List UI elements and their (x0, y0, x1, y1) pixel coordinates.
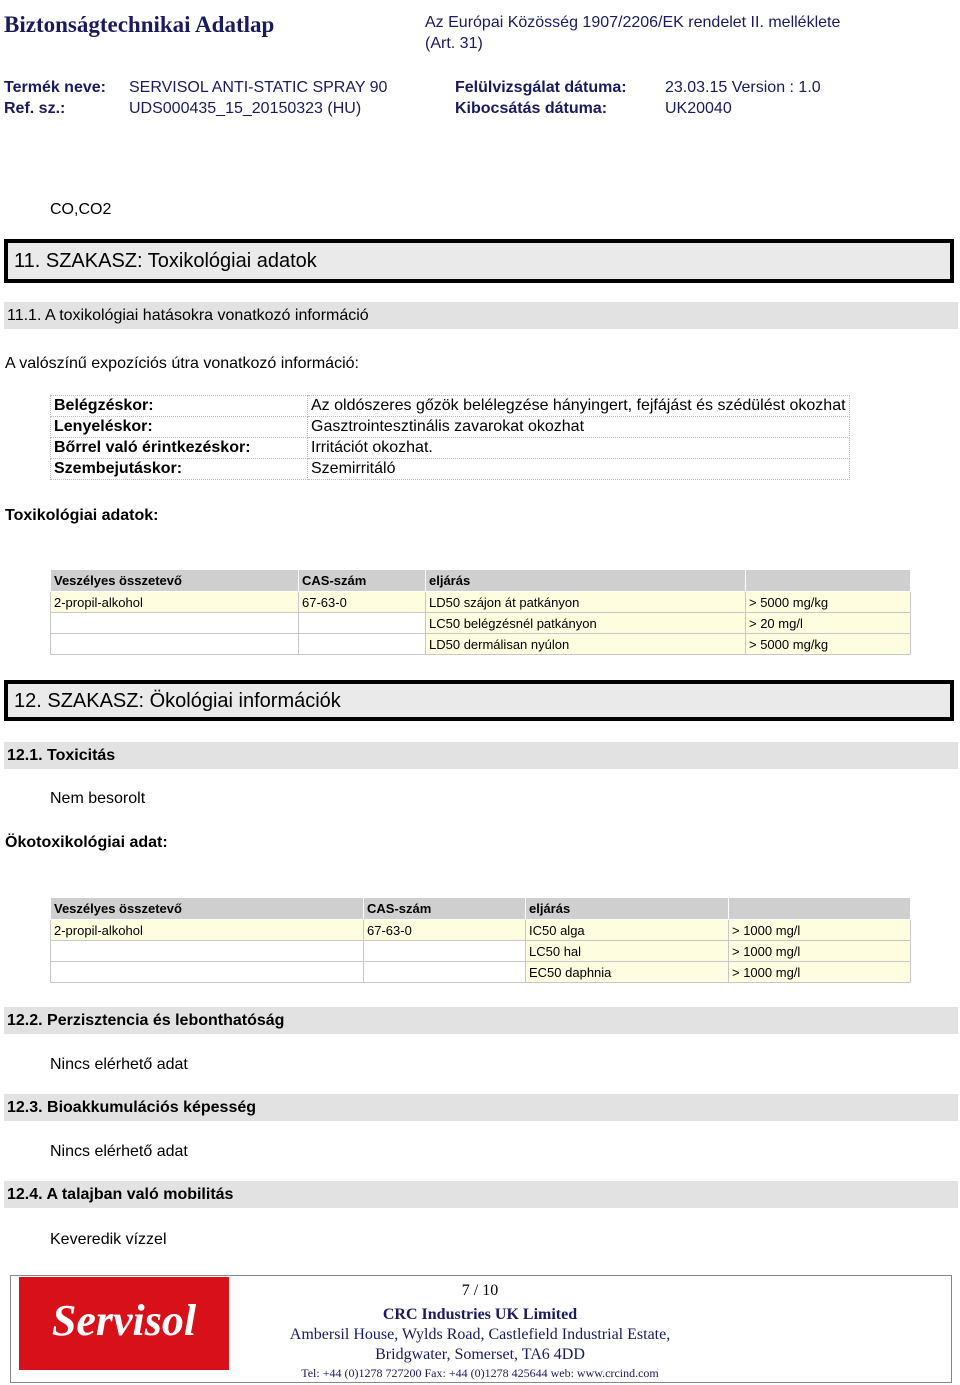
table-cell: 67-63-0 (299, 592, 426, 613)
exposure-value: Gasztrointesztinális zavarokat okozhat (308, 417, 850, 438)
section-12-4-heading: 12.4. A talajban való mobilitás (4, 1181, 958, 1208)
company-name: CRC Industries UK Limited (382, 1306, 578, 1323)
table-cell: > 1000 mg/l (729, 962, 911, 983)
table-cell: 67-63-0 (364, 920, 526, 941)
table-cell: EC50 daphnia (526, 962, 729, 983)
exposure-label: Bőrrel való érintkezéskor: (51, 438, 308, 459)
regulation-reference: Az Európai Közösség 1907/2206/EK rendelet II. melléklete (Art. 31) (425, 14, 841, 52)
company-address-line1: Ambersil House, Wylds Road, Castlefield Industrial Estate, (289, 1326, 671, 1343)
table-cell (51, 962, 364, 983)
table-row (51, 962, 911, 983)
section-12-1-heading: 12.1. Toxicitás (4, 742, 958, 769)
col-header (746, 570, 911, 592)
table-row (51, 592, 911, 613)
table-row (51, 634, 911, 655)
bioaccumulation-text: Nincs elérhető adat (50, 1143, 188, 1160)
section-12-heading: 12. SZAKASZ: Ökológiai információk (4, 680, 954, 721)
col-header (729, 898, 911, 920)
col-header: Veszélyes összetevő (51, 898, 364, 920)
exposure-value: Az oldószeres gőzök belélegzése hányingert, fejfájást és szédülést okozhat (308, 396, 850, 417)
toxicity-text: Nem besorolt (50, 790, 146, 807)
table-cell: 2-propil-alkohol (51, 920, 364, 941)
table-cell: > 1000 mg/l (729, 920, 911, 941)
table-cell (51, 941, 364, 962)
ref-number-value: UDS000435_15_20150323 (HU) (129, 100, 362, 117)
col-header: CAS-szám (299, 570, 426, 592)
section-12-3-heading: 12.3. Bioakkumulációs képesség (4, 1094, 958, 1121)
table-cell (51, 613, 299, 634)
exposure-value: Szemirritáló (308, 459, 850, 480)
table-cell (364, 941, 526, 962)
company-logo (19, 1277, 229, 1370)
section-12-2-heading: 12.2. Perzisztencia és lebonthatóság (4, 1007, 958, 1034)
review-date-label: Felülvizsgálat dátuma: (455, 79, 627, 96)
eco-data-table (50, 897, 911, 983)
tox-data-table (50, 569, 911, 655)
section-11-1-heading: 11.1. A toxikológiai hatásokra vonatkozó információ (4, 302, 958, 329)
tox-data-heading: Toxikológiai adatok: (5, 507, 159, 524)
table-row (51, 941, 911, 962)
table-cell (364, 962, 526, 983)
release-date-value: UK20040 (665, 100, 732, 117)
exposure-table (50, 395, 850, 480)
exposure-heading: A valószínű expozíciós útra vonatkozó információ: (5, 355, 359, 372)
eco-data-heading: Ökotoxikológiai adat: (5, 834, 168, 851)
table-cell: LD50 szájon át patkányon (426, 592, 746, 613)
table-cell: > 1000 mg/l (729, 941, 911, 962)
table-cell: > 20 mg/l (746, 613, 911, 634)
col-header: eljárás (526, 898, 729, 920)
table-cell: 2-propil-alkohol (51, 592, 299, 613)
table-cell (299, 613, 426, 634)
exposure-row (51, 417, 850, 438)
product-name-value: SERVISOL ANTI-STATIC SPRAY 90 (129, 79, 388, 96)
section-11-heading: 11. SZAKASZ: Toxikológiai adatok (4, 239, 954, 283)
col-header: Veszélyes összetevő (51, 570, 299, 592)
table-row (51, 613, 911, 634)
table-cell: LC50 belégzésnél patkányon (426, 613, 746, 634)
exposure-row (51, 438, 850, 459)
table-row (51, 920, 911, 941)
table-cell: > 5000 mg/kg (746, 592, 911, 613)
col-header: eljárás (426, 570, 746, 592)
document-title: Biztonságtechnikai Adatlap (4, 12, 275, 37)
exposure-label: Belégzéskor: (51, 396, 308, 417)
table-cell (299, 634, 426, 655)
exposure-label: Szembejutáskor: (51, 459, 308, 480)
soil-mobility-text: Keveredik vízzel (50, 1231, 167, 1248)
exposure-label: Lenyeléskor: (51, 417, 308, 438)
product-name-label: Termék neve: (4, 79, 106, 96)
ref-number-label: Ref. sz.: (4, 100, 66, 117)
release-date-label: Kibocsátás dátuma: (455, 100, 608, 117)
table-cell: > 5000 mg/kg (746, 634, 911, 655)
exposure-value: Irritációt okozhat. (308, 438, 850, 459)
exposure-row (51, 459, 850, 480)
table-cell (51, 634, 299, 655)
company-address-line2: Bridgwater, Somerset, TA6 4DD (375, 1346, 585, 1363)
persistence-text: Nincs elérhető adat (50, 1056, 188, 1073)
table-cell: IC50 alga (526, 920, 729, 941)
table-cell: LD50 dermálisan nyúlon (426, 634, 746, 655)
logo-wordmark: Servisol (51, 1296, 197, 1345)
page-number: 7 / 10 (461, 1282, 499, 1299)
col-header: CAS-szám (364, 898, 526, 920)
review-date-value: 23.03.15 Version : 1.0 (665, 79, 821, 96)
table-cell: LC50 hal (526, 941, 729, 962)
combustion-products: CO,CO2 (50, 201, 112, 218)
company-contact: Tel: +44 (0)1278 727200 Fax: +44 (0)1278 425644 web: www.crcind.com (301, 1366, 659, 1380)
exposure-row (51, 396, 850, 417)
